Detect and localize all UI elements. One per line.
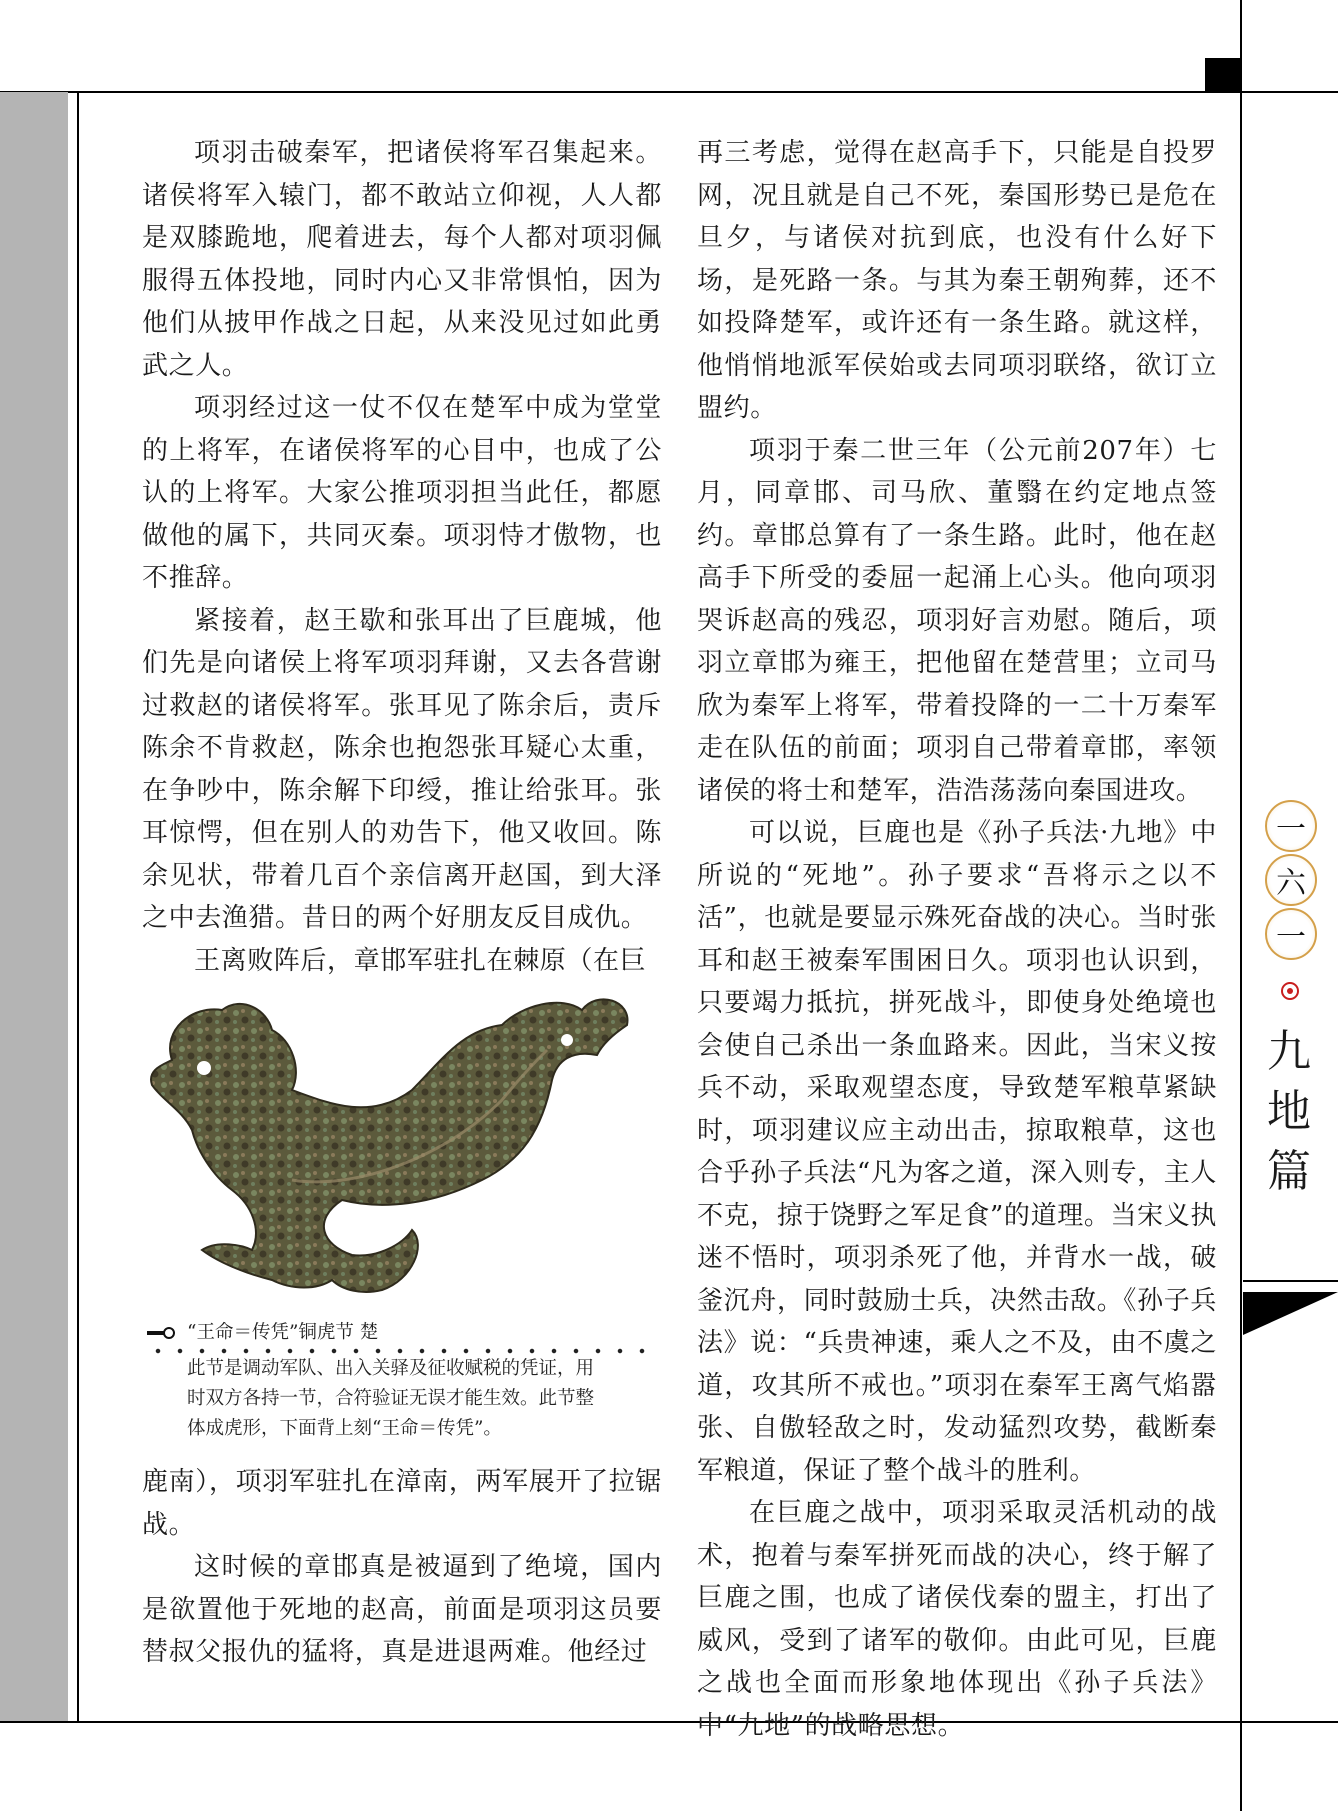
corner-marker	[1205, 58, 1242, 93]
pointer-key-icon	[147, 1326, 179, 1340]
chapter-tab-marker	[1243, 1280, 1338, 1340]
paragraph: 在巨鹿之战中，项羽采取灵活机动的战术，抱着与秦军拼死而战的决心，终于解了巨鹿之围，也成了诸侯伐秦的盟主，打出了威风，受到了诸军的敬仰。由此可见，巨鹿之战也全面而形象地体现出《孙子兵法》中“九地”的战略思想。	[697, 1498, 1217, 1741]
figure-caption	[147, 1318, 647, 1444]
right-text-column	[697, 132, 1217, 1747]
caption-line: 时双方各持一节，合符验证无误才能生效。此节整	[187, 1388, 595, 1409]
bronze-tiger-tally-image	[142, 990, 647, 1308]
tiger-body	[151, 999, 627, 1292]
page-sidebar	[1240, 800, 1338, 1202]
paragraph: 紧接着，赵王歇和张耳出了巨鹿城，他们先是向诸侯上将军项羽拜谢，又去各营谢过救赵的诸侯将军。张耳见了陈余后，责斥陈余不肯救赵，陈余也抱怨张耳疑心太重，在争吵中，陈余解下印绶，推让给张耳。张耳惊愕，但在别人的劝告下，他又收回。陈余见状，带着几百个亲信离开赵国，到大泽之中去渔猎。昔日的两个好朋友反目成仇。	[142, 605, 662, 933]
left-inner-rule	[77, 92, 79, 1721]
paragraph: 项羽击破秦军，把诸侯将军召集起来。诸侯将军入辕门，都不敢站立仰视，人人都是双膝跪地，爬着进去，每个人都对项羽佩服得五体投地，同时内心又非常惧怕，因为他们从披甲作战之日起，从来没见过如此勇武之人。	[142, 138, 662, 381]
tiger-eye-hole	[197, 1061, 211, 1075]
left-text-column	[142, 132, 662, 982]
left-text-column-bottom	[142, 1461, 662, 1674]
red-bullet-icon	[1281, 982, 1299, 1000]
paragraph: 再三考虑，觉得在赵高手下，只能是自投罗网，况且就是自己不死，秦国形势已是危在旦夕，与诸侯对抗到底，也没有什么好下场，是死路一条。与其为秦王朝殉葬，还不如投降楚军，或许还有一条生路。就这样，他悄悄地派军侯始或去同项羽联络，欲订立盟约。	[697, 138, 1217, 423]
page-number-char: 一	[1265, 800, 1317, 852]
page-number-char: 一	[1265, 908, 1317, 960]
page-number-char: 六	[1265, 854, 1317, 906]
caption-title: “王命＝传凭”铜虎节 楚	[187, 1322, 379, 1343]
caption-line: 体成虎形，下面背上刻“王命＝传凭”。	[187, 1418, 502, 1439]
chapter-title-char: 篇	[1267, 1146, 1311, 1197]
chapter-title-char: 地	[1267, 1086, 1311, 1137]
chapter-title-char: 九	[1267, 1026, 1311, 1077]
paragraph: 项羽于秦二世三年（公元前207年）七月，同章邯、司马欣、董翳在约定地点签约。章邯总算有了一条生路。此时，他在赵高手下所受的委屈一起涌上心头。他向项羽哭诉赵高的残忍，项羽好言劝慰。随后，项羽立章邯为雍王，把他留在楚营里；立司马欣为秦军上将军，带着投降的一二十万秦军走在队伍的前面；项羽自己带着章邯，率领诸侯的将士和楚军，浩浩荡荡向秦国进攻。	[697, 435, 1217, 806]
tail-hole	[561, 1034, 573, 1046]
paragraph: 可以说，巨鹿也是《孙子兵法·九地》中所说的“死地”。孙子要求“吾将示之以不活”，也就是要显示殊死奋战的决心。当时张耳和赵王被秦军围困日久。项羽也认识到，只要竭力抵抗，拼死战斗，即使身处绝境也会使自己杀出一条血路来。因此，当宋义按兵不动，采取观望态度，导致楚军粮草紧缺时，项羽建议应主动出击，掠取粮草，这也合乎孙子兵法“凡为客之道，深入则专，主人不克，掠于饶野之军足食”的道理。当宋义执迷不悟时，项羽杀死了他，并背水一战，破釜沉舟，同时鼓励士兵，决然击敌。《孙子兵法》说：“兵贵神速，乘人之不及，由不虞之道，攻其所不戒也。”项羽在秦军王离气焰嚣张、自傲轻敌之时，发动猛烈攻势，截断秦军粮道，保证了整个战斗的胜利。	[697, 818, 1217, 1486]
caption-line: 此节是调动军队、出入关驿及征收赋税的凭证，用	[147, 1348, 647, 1384]
paragraph: 鹿南），项羽军驻扎在漳南，两军展开了拉锯战。	[142, 1467, 662, 1540]
paragraph: 王离败阵后，章邯军驻扎在棘原（在巨	[194, 945, 647, 976]
paragraph: 这时候的章邯真是被逼到了绝境，国内是欲置他于死地的赵高，前面是项羽这员要替叔父报仇的猛将，真是进退两难。他经过	[142, 1552, 662, 1667]
top-rule	[0, 91, 1338, 93]
gray-margin-strip	[0, 92, 68, 1721]
paragraph: 项羽经过这一仗不仅在楚军中成为堂堂的上将军，在诸侯将军的心目中，也成了公认的上将军。大家公推项羽担当此任，都愿做他的属下，共同灭秦。项羽恃才傲物，也不推辞。	[142, 393, 662, 593]
